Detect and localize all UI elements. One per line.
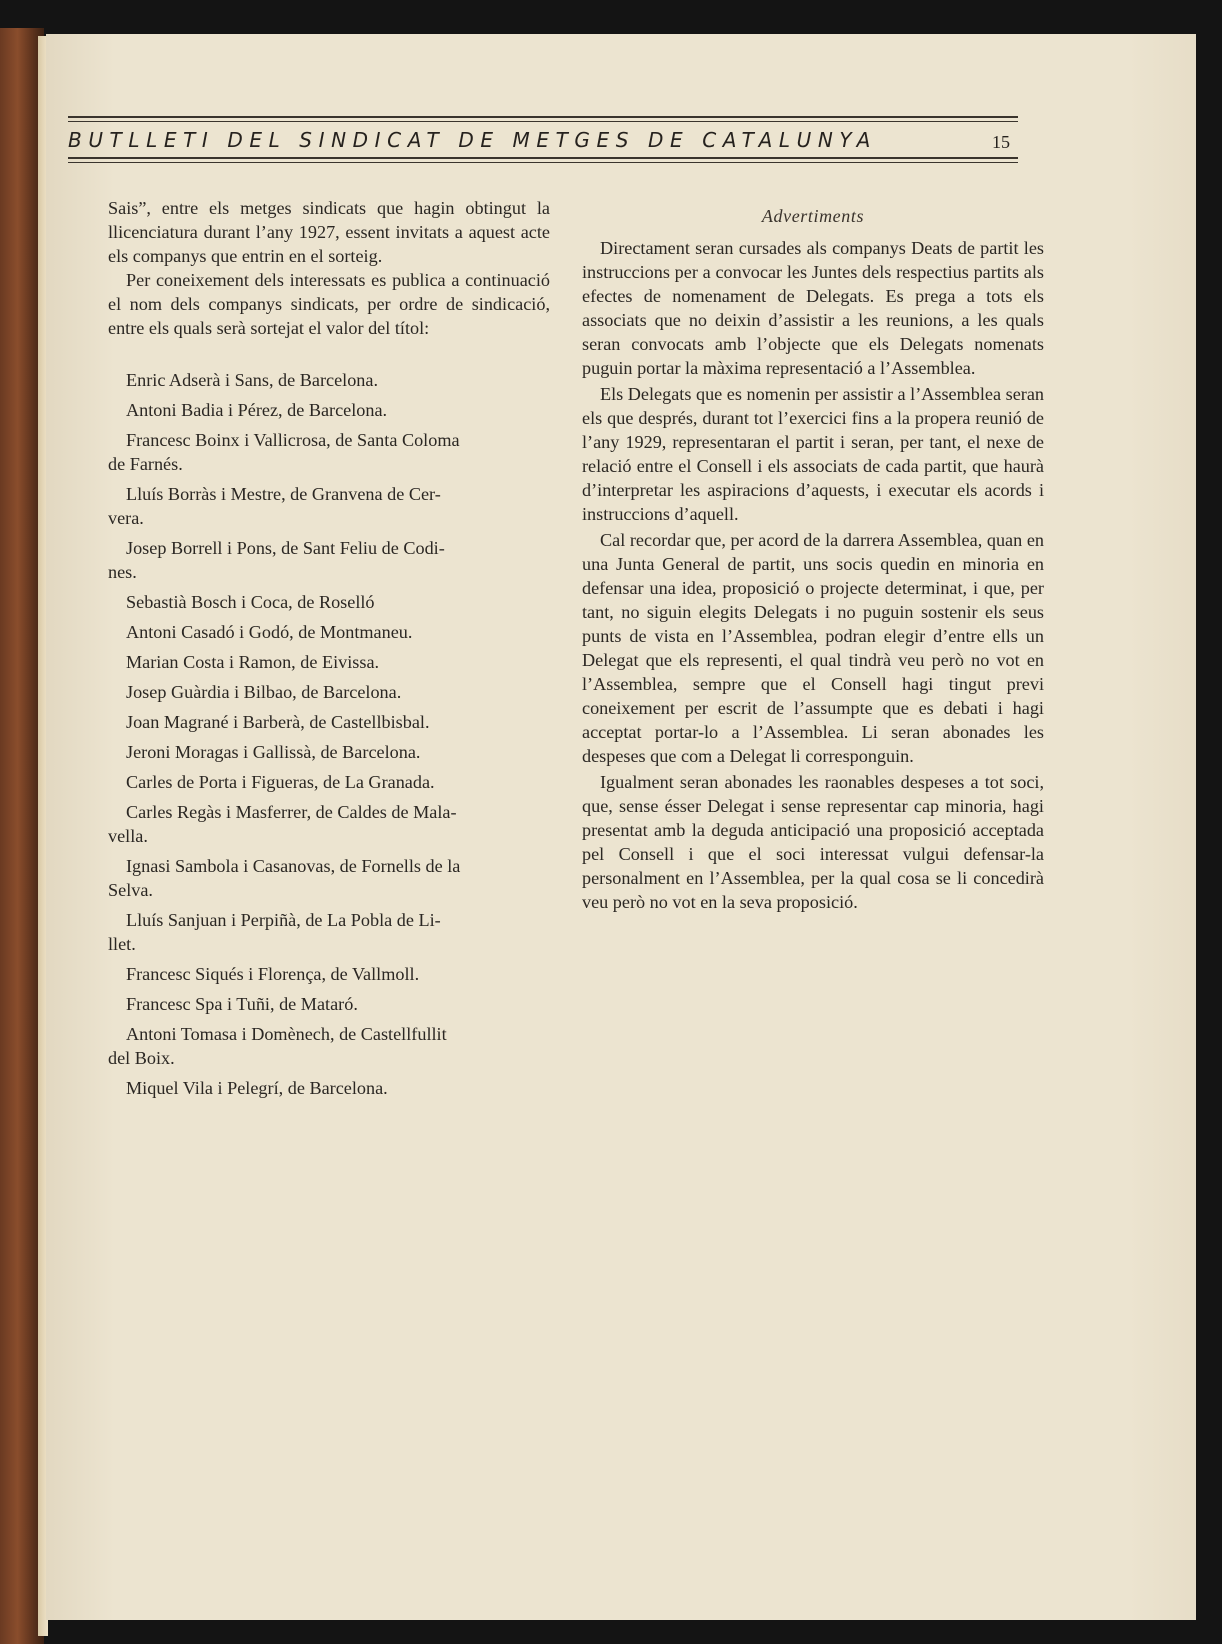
body-paragraph: Cal recordar que, per acord de la darrera Assemblea, quan en una Junta General de partit, uns socis quedin en minoria en defensar una idea, proposició o projecte determinat, i que, per tant, no siguin elegits Delegats i no puguin sostenir els seus punts de vista en l’Assemblea, podran elegir d’entre ells un Delegat que els representi, el qual tindrà veu però no vot en l’Assemblea, sempre que el Consell hagi tingut previ coneixement per escrit de l’assumpte que es debati i hagi acceptat portar-lo a l’Assemblea. Li seran abonades les despeses que com a Delegat li corresponguin. <box>582 530 1044 766</box>
body-paragraph: Igualment seran abonades les raonables despeses a tot soci, que, sense ésser Delegat i sense representar cap minoria, hagi presentat amb la deguda anticipació una proposició acceptada pel Consell i que el soci interessat vulgui defensar-la personalment en l’Assemblea, per la qual cosa se li concedirà veu però no vot en la seva proposició. <box>582 772 1044 912</box>
list-item: Ignasi Sambola i Casanovas, de Fornells de la Selva. <box>108 856 461 900</box>
right-column <box>582 196 1044 916</box>
section-title: Advertiments <box>761 206 865 226</box>
list-item: Marian Costa i Ramon, de Eivissa. <box>126 652 380 672</box>
list-item: Antoni Casadó i Godó, de Montmaneu. <box>126 622 413 642</box>
list-item: Francesc Spa i Tuñi, de Mataró. <box>126 994 358 1014</box>
body-paragraph: Els Delegats que es nomenin per assistir a l’Assemblea seran els que després, durant tot l’exercici fins a la propera reunió de l’any 1929, representaran el partit i seran, per tant, el nexe de relació entre el Consell i els associats de cada partit, que haurà d’interpretar les aspiracions d’aquests, i executar els acords i instruccions d’aquell. <box>582 384 1044 524</box>
list-item: Lluís Borràs i Mestre, de Granvena de Cer- vera. <box>108 484 441 528</box>
left-column <box>108 196 550 1106</box>
list-item: Antoni Badia i Pérez, de Barcelona. <box>126 400 388 420</box>
list-item: Josep Borrell i Pons, de Sant Feliu de Codi- nes. <box>108 538 445 582</box>
list-item: Enric Adserà i Sans, de Barcelona. <box>126 370 379 390</box>
intro-paragraph: Per coneixement dels interessats es publica a continuació el nom dels companys sindicats, per ordre de sindicació, entre els quals serà sortejat el valor del títol: <box>108 270 550 338</box>
body-paragraph: Directament seran cursades als companys Deats de partit les instruccions per a convocar les Juntes dels respectius partits als efectes de nomenament de Delegats. Es prega a tots els associats que no deixin d’assistir a les reunions, a les quals seran convocats amb l’objecte que els Delegats nomenats puguin portar la màxima representació a l’Assemblea. <box>582 238 1044 378</box>
list-item: Josep Guàrdia i Bilbao, de Barcelona. <box>126 682 402 702</box>
header-rule-top <box>68 116 1018 118</box>
page-number: 15 <box>992 132 1010 152</box>
header-rule-top-thin <box>68 121 1018 122</box>
list-item: Francesc Boinx i Vallicrosa, de Santa Coloma de Farnés. <box>108 430 460 474</box>
header-rule-bottom-thin <box>68 162 1018 163</box>
list-item: Carles Regàs i Masferrer, de Caldes de Mala- vella. <box>108 802 457 846</box>
list-item: Francesc Siqués i Florença, de Vallmoll. <box>126 964 420 984</box>
running-header <box>68 82 1018 168</box>
list-item: Carles de Porta i Figueras, de La Granada. <box>126 772 435 792</box>
list-item: Lluís Sanjuan i Perpiñà, de La Pobla de Li- llet. <box>108 910 441 954</box>
members-list <box>108 368 550 1100</box>
header-rule-bottom <box>68 157 1018 159</box>
list-item: Jeroni Moragas i Gallissà, de Barcelona. <box>126 742 421 762</box>
list-item: Antoni Tomasa i Domènech, de Castellfullit del Boix. <box>108 1024 447 1068</box>
list-item: Sebastià Bosch i Coca, de Roselló <box>126 592 375 612</box>
list-item: Miquel Vila i Pelegrí, de Barcelona. <box>126 1078 388 1098</box>
journal-title: BUTLLETI DEL SINDICAT DE METGES DE CATALUNYA <box>68 128 877 152</box>
list-item: Joan Magrané i Barberà, de Castellbisbal. <box>126 712 430 732</box>
intro-paragraph: Sais”, entre els metges sindicats que hagin obtingut la llicenciatura durant l’any 1927, essent invitats a aquest acte els companys que entrin en el sorteig. <box>108 198 550 266</box>
